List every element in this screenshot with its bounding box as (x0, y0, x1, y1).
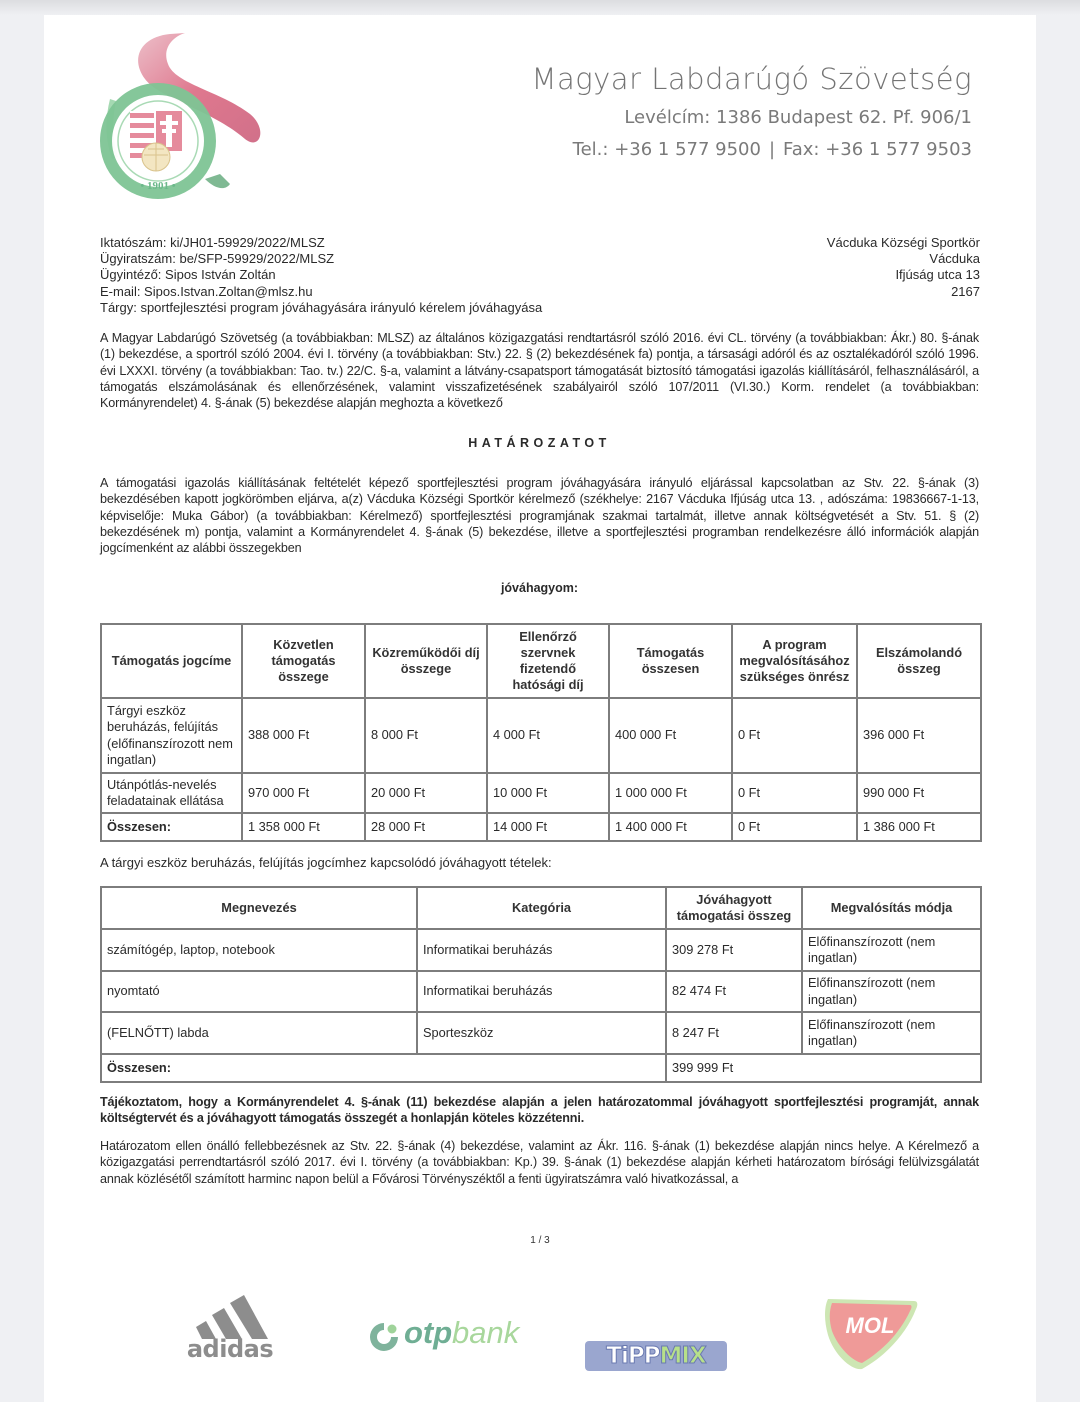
cell: Utánpótlás-nevelés feladatainak ellátása (101, 773, 242, 813)
cell: Informatikai beruházás (417, 971, 666, 1012)
cell: 396 000 Ft (857, 698, 981, 773)
col-header: Jóváhagyott támogatási összeg (666, 887, 802, 929)
mlsz-crest-icon (100, 29, 270, 204)
table-total-row (101, 1054, 981, 1082)
cell: 20 000 Ft (365, 773, 487, 813)
subject: Tárgy: sportfejlesztési program jóváhagyására irányuló kérelem jóváhagyása (100, 299, 543, 315)
cell: 82 474 Ft (666, 971, 802, 1012)
iktatoszam: Iktatószám: ki/JH01-59929/2022/MLSZ (100, 235, 325, 250)
cell: nyomtató (101, 971, 417, 1012)
cell: Sporteszköz (417, 1012, 666, 1054)
table-header-row (101, 624, 981, 698)
org-contact (531, 139, 972, 161)
viewer-top-shadow (0, 0, 1080, 15)
recipient-block (827, 235, 980, 300)
mol-logo-icon (822, 1295, 920, 1373)
ugyiratszam: Ügyiratszám: be/SFP-59929/2022/MLSZ (100, 251, 335, 267)
publication-notice: Tájékoztatom, hogy a Kormányrendelet 4. §-ának (11) bekezdése alapján a jelen határozatommal jóváhagyott sportfejlesztési programját, annak költségtervét és a jóváhagyott támogatás összegét a honlapján köteles közzétenni. (100, 1095, 979, 1126)
letterhead (531, 61, 972, 161)
otpbank-logo-icon (366, 1315, 536, 1360)
tipp-text: TiPP (606, 1343, 660, 1369)
cell: 0 Ft (732, 773, 857, 813)
otp-text: otp (404, 1315, 453, 1350)
cell: 1 358 000 Ft (242, 813, 365, 841)
mol-text: MOL (845, 1313, 895, 1338)
approve-label: jóváhagyom: (500, 581, 579, 595)
cell: 388 000 Ft (242, 698, 365, 773)
appeal-paragraph: Határozatom ellen önálló fellebbezésnek az Stv. 22. §-ának (4) bekezdése, valamint az Ákr. 116. §-ának (1) bekezdése alapján nincs helye. A Kérelmező a közigazgatási perrendtartásról szóló 2017. évi I. törvény (a továbbiakban: Kp.) 39. §-ának (1) bekezdése alapján kérheti határozatom bírósági felülvizsgálatát annak közlésétől számított harminc napon belül a Fővárosi Törvényszéktől a fenti ügyiratszámra való hivatkozással, a (100, 1139, 979, 1186)
svg-text:adidas: adidas (186, 1335, 274, 1359)
cell: 1 000 000 Ft (609, 773, 732, 813)
col-header: Közreműködői díj összege (365, 624, 487, 698)
recipient-name: Vácduka Községi Sportkör (826, 235, 980, 250)
recipient-zip: 2167 (951, 283, 980, 299)
org-phone: Tel.: +36 1 577 9500 (572, 139, 761, 160)
support-table (100, 623, 982, 842)
cell: 1 400 000 Ft (609, 813, 732, 841)
ugyintezo: Ügyintéző: Sipos István Zoltán (100, 267, 276, 283)
cell: 10 000 Ft (487, 773, 609, 813)
col-header: Támogatás összesen (609, 624, 732, 698)
table-row (101, 971, 981, 1012)
tippmix-logo-icon (585, 1341, 727, 1371)
table-row (101, 929, 981, 971)
org-name: Magyar Labdarúgó Szövetség (531, 62, 972, 96)
cell: 0 Ft (732, 698, 857, 773)
decision-paragraph: A támogatási igazolás kiállításának feltételét képező sportfejlesztési program jóváhagyására irányuló eljárással kapcsolatban az Stv. 22. §-ának (3) bekezdésében kapott jogkörömben eljárva, a(z) Vácduka Községi Sportkör kérelmező (székhelye: 2167 Vácduka Ifjúság utca 13. , adószáma: 19836667-1-13, képviselője: Muka Gábor) (a továbbiakban: Kérelmező) sportfejlesztési programjának szakmai tartalmát, illetve annak költségvetését a Stv. 51. § (2) bekezdésének m) pontja, valamint a Kormányrendelet 4. §-ának (5) bekezdése, illetve a sportfejlesztési programban rendelkezésre álló információk alapján jogcímenként az alábbi összegekben (100, 476, 979, 556)
table-row (101, 1012, 981, 1054)
cell: Előfinanszírozott (nem ingatlan) (802, 1012, 981, 1054)
reference-block (100, 235, 542, 316)
cell: 309 278 Ft (666, 929, 802, 971)
col-header: Ellenőrző szervnek fizetendő hatósági díj (487, 624, 609, 698)
table-header-row (101, 887, 981, 929)
org-address: Levélcím: 1386 Budapest 62. Pf. 906/1 (624, 107, 972, 128)
bank-text: bank (452, 1315, 520, 1350)
cell: Informatikai beruházás (417, 929, 666, 971)
cell: Előfinanszírozott (nem ingatlan) (802, 971, 981, 1012)
cell: (FELNŐTT) labda (101, 1012, 417, 1054)
items-table (100, 886, 982, 1083)
cell: 990 000 Ft (857, 773, 981, 813)
total-value: 399 999 Ft (666, 1054, 981, 1082)
adidas-logo-icon (182, 1293, 278, 1359)
cell: 1 386 000 Ft (857, 813, 981, 841)
otp-symbol-icon (366, 1319, 402, 1355)
cell: 8 000 Ft (365, 698, 487, 773)
cell: Tárgyi eszköz beruházás, felújítás (előfinanszírozott nem ingatlan) (101, 698, 242, 773)
email: E-mail: Sipos.Istvan.Zoltan@mlsz.hu (100, 283, 313, 299)
cell: 0 Ft (732, 813, 857, 841)
col-header: Támogatás jogcíme (101, 624, 242, 698)
items-intro: A tárgyi eszköz beruházás, felújítás jogcímhez kapcsolódó jóváhagyott tételek: (100, 855, 552, 870)
org-fax: Fax: +36 1 577 9503 (783, 139, 972, 160)
cell: 400 000 Ft (609, 698, 732, 773)
mix-text: MIX (659, 1343, 706, 1369)
col-header: A program megvalósításához szükséges önrész (732, 624, 857, 698)
cell: Előfinanszírozott (nem ingatlan) (802, 929, 981, 971)
recipient-city: Vácduka (929, 251, 980, 267)
cell: számítógép, laptop, notebook (101, 929, 417, 971)
document-page[interactable] (44, 15, 1036, 1402)
col-header: Megnevezés (101, 887, 417, 929)
cell: 28 000 Ft (365, 813, 487, 841)
col-header: Elszámolandó összeg (857, 624, 981, 698)
total-label: Összesen: (101, 1054, 666, 1082)
decision-heading: HATÁROZATOT (468, 436, 611, 450)
col-header: Megvalósítás módja (802, 887, 981, 929)
col-header: Kategória (417, 887, 666, 929)
col-header: Közvetlen támogatás összege (242, 624, 365, 698)
total-label: Összesen: (101, 813, 242, 841)
cell: 14 000 Ft (487, 813, 609, 841)
svg-text:• 1901 •: • 1901 • (140, 180, 176, 192)
intro-paragraph: A Magyar Labdarúgó Szövetség (a továbbiakban: MLSZ) az általános közigazgatási rendtartásról szóló 2016. évi CL. törvény (a továbbiakban: Ákr.) 80. §-ának (1) bekezdése, a sportról szóló 2004. évi I. törvény (a továbbiakban: Stv.) 22. § (2) bekezdésének fa) pontja, a társasági adóról és az osztalékadóról szóló 1996. évi LXXXI. törvény (a továbbiakban: Tao. tv.) 22/C. §-a, valamint a látvány-csapatsport támogatását biztosító támogatási igazolás kiállításáról, felhasználásáról, a támogatás elszámolásának és ellenőrzésének, valamint visszafizetésének szabályairól szóló 107/2011 (VI.30.) Korm. rendelet (a továbbiakban: Kormányrendelet) 4. §-ának (5) bekezdése alapján meghozta a következő (100, 331, 979, 411)
cell: 8 247 Ft (666, 1012, 802, 1054)
cell: 4 000 Ft (487, 698, 609, 773)
contact-separator: | (768, 139, 776, 160)
cell: 970 000 Ft (242, 773, 365, 813)
table-total-row (101, 813, 981, 841)
table-row (101, 773, 981, 813)
recipient-street: Ifjúság utca 13 (895, 267, 980, 283)
table-row (101, 698, 981, 773)
page-number: 1 / 3 (530, 1235, 550, 1246)
